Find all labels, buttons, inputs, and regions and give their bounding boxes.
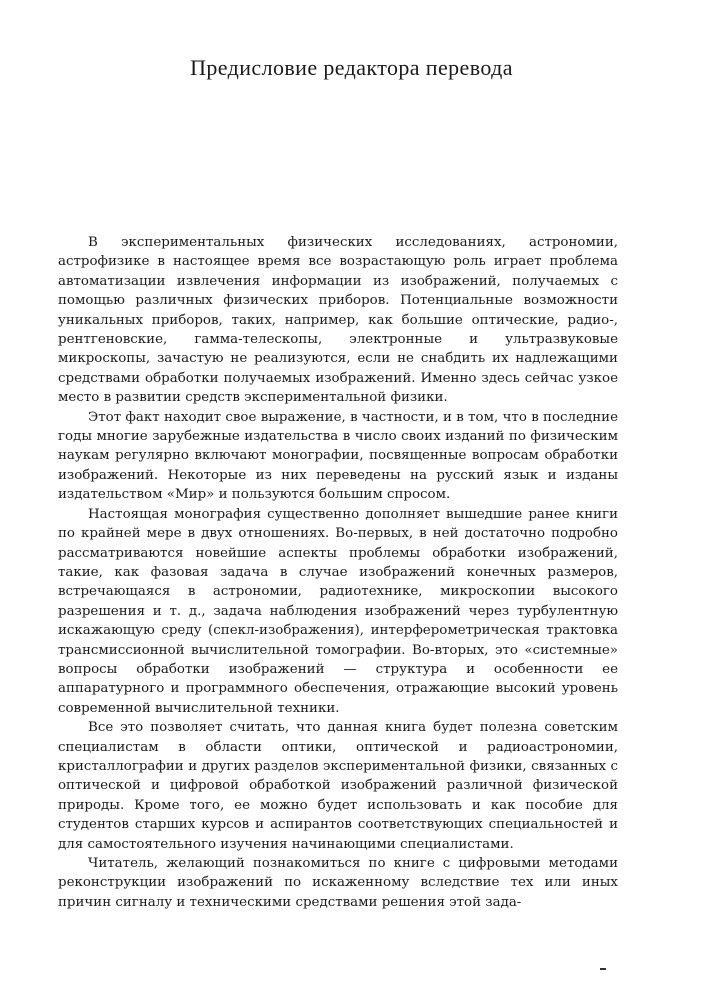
paragraph-5: Читатель, желающий познакомиться по книге с цифровыми методами реконструкции изображений по искаженному вследствие тех или иных причин сигналу и техническими средствами решения этой зада-: [58, 856, 618, 910]
page-title: Предисловие редактора перевода: [190, 55, 513, 80]
paragraph-2: Этот факт находит свое выражение, в частности, и в том, что в последние годы многие зарубежные издательства в число своих изданий по физическим наукам регулярно включают монографии, посвященные вопросам обработки изображений. Некоторые из них переведены на русский язык и изданы издательством «Мир» и пользуются большим спросом.: [58, 409, 618, 503]
page-mark: [600, 968, 606, 970]
paragraph-4: Все это позволяет считать, что данная книга будет полезна советским специалистам в области оптики, оптической и радиоастрономии, кристаллографии и других разделов экспериментальной физики, связанных с оптической и цифровой обработкой изображений различной физической природы. Кроме того, ее можно будет использовать и как пособие для студентов старших курсов и аспирантов соответствующих специальностей и для самостоятельного изучения начинающими специалистами.: [58, 720, 618, 852]
paragraph-3: Настоящая монография существенно дополняет вышедшие ранее книги по крайней мере в двух отношениях. Во-первых, в ней достаточно подробно рассматриваются новейшие аспекты проблемы обработки изображений, такие, как фазовая задача в случае изображений конечных размеров, встречающаяся в астрономии, радиотехнике, микроскопии высокого разрешения и т. д., задача наблюдения изображений через турбулентную искажающую среду (спекл-изображения), интерферометрическая трактовка трансмиссионной вычислительной томографии. Во-вторых, это «системные» вопросы обработки изображений — структура и особенности ее аппаратурного и программного обеспечения, отражающие высокий уровень современной вычислительной техники.: [58, 506, 618, 716]
body-text: [58, 233, 618, 912]
paragraph-1: В экспериментальных физических исследованиях, астрономии, астрофизике в настоящее время все возрастающую роль играет проблема автоматизации извлечения информации из изображений, получаемых с помощью различных физических приборов. Потенциальные возможности уникальных приборов, таких, например, как большие оптические, радио-, рентгеновские, гамма-телескопы, электронные и ультразвуковые микроскопы, зачастую не реализуются, если не снабдить их надлежащими средствами обработки получаемых изображений. Именно здесь сейчас узкое место в развитии средств экспериментальной физики.: [58, 235, 618, 406]
